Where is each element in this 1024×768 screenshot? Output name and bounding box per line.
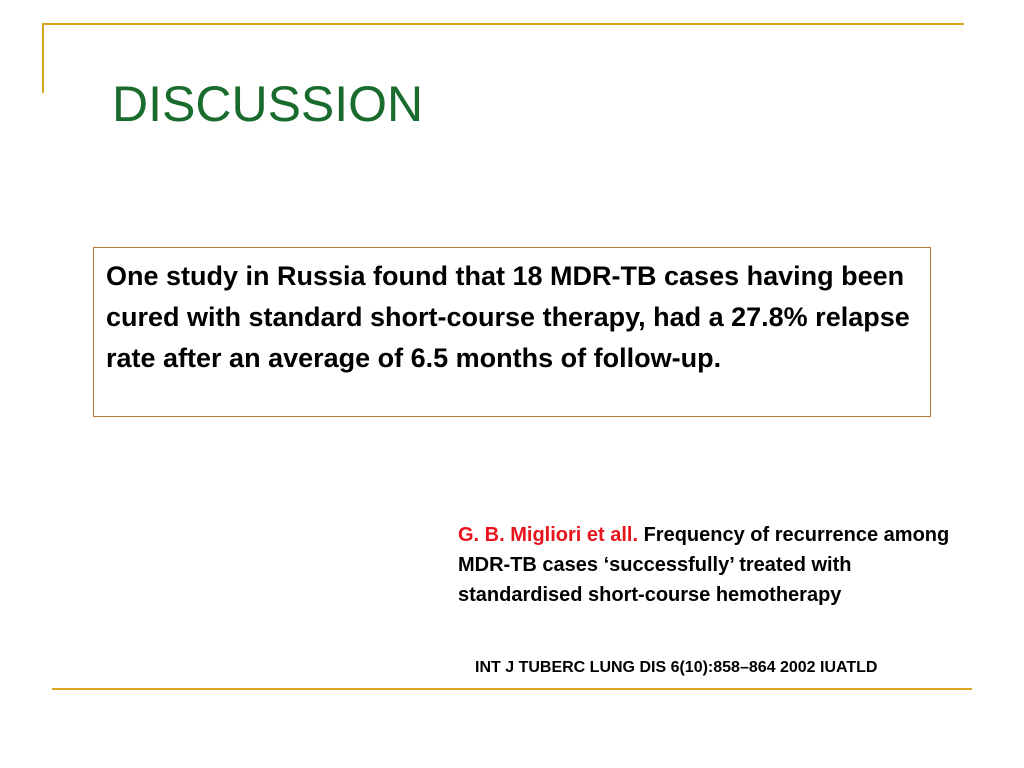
top-accent-line	[42, 23, 964, 25]
left-accent-line	[42, 23, 44, 93]
finding-box	[93, 247, 931, 417]
bottom-accent-line	[52, 688, 972, 690]
citation-authors: G. B. Migliori et all.	[458, 524, 639, 546]
citation-article-title: Frequency of recurrence among MDR-TB cases ‘successfully’ treated with standardised short-course hemotherapy	[458, 524, 950, 606]
slide-title: DISCUSSION	[112, 76, 424, 132]
journal-reference: INT J TUBERC LUNG DIS 6(10):858–864 2002 IUATLD	[475, 659, 878, 676]
citation	[458, 520, 958, 610]
finding-text: One study in Russia found that 18 MDR-TB cases having been cured with standard short-course therapy, had a 27.8% relapse rate after an average of 6.5 months of follow-up.	[106, 261, 910, 373]
